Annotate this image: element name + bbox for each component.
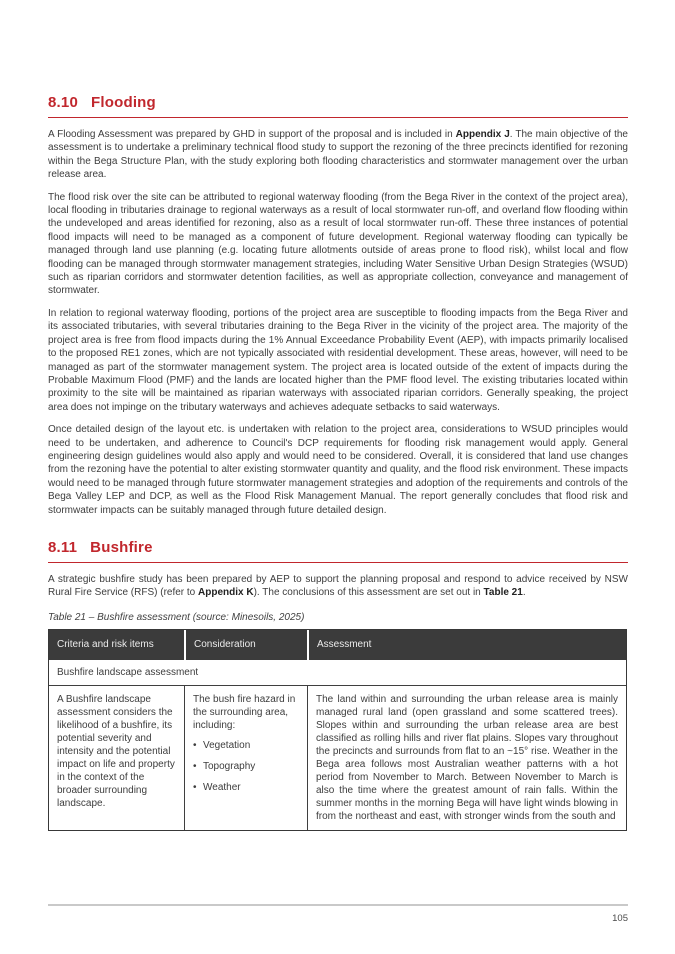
consideration-bullet-list [193, 739, 299, 794]
page-number: 105 [612, 913, 628, 924]
consideration-intro: The bush fire hazard in the surrounding area, including: [193, 693, 296, 731]
cell-criteria: A Bushfire landscape assessment considers the likelihood of a bushfire, its potential severity and intensity and the potential impact on life and property in the context of the broader surrounding landscape. [57, 693, 175, 809]
table-header-criteria: Criteria and risk items [57, 638, 154, 650]
table-subheader-row: Bushfire landscape assessment [49, 660, 626, 686]
section-title-text: Bushfire [90, 538, 153, 556]
section-heading-flooding [48, 94, 628, 118]
paragraph: A Flooding Assessment was prepared by GHD in support of the proposal and is included in Appendix J. The main objective of the assessment is to undertake a preliminary technical flood study to support the rezoning of the three precincts identified for rezoning within the Bega Structure Plan, with the study exploring both flooding characteristics and stormwater management over the urban release area. [48, 129, 628, 181]
table-header-consideration: Consideration [184, 630, 307, 660]
section-bushfire [48, 539, 628, 831]
section-heading-bushfire [48, 539, 628, 563]
cell-consideration [184, 686, 307, 830]
page-content [48, 94, 628, 831]
table-header-assessment: Assessment [307, 630, 626, 660]
section-flooding [48, 94, 628, 517]
table-row [49, 686, 626, 830]
paragraph: In relation to regional waterway flooding, portions of the project area are susceptible to flooding impacts from the Bega River and its associated tributaries, with several tributaries draining to the Bega River in the vicinity of the project area. The majority of the project area is free from flood impacts during the 1% Annual Exceedance Probability Event (AEP), with impacts primarily localised to the proposed RE1 zones, which are not typically associated with residential development. These areas, however, will need to be managed as part of the stormwater management system. The project area is located outside of the extent of impacts during the Probable Maximum Flood (PMF) and the lands are located higher than the PMF flood level. The existing tributaries located within proximity to the site will be maintained as riparian waterways with associated riparian corridors. Generally speaking, the project area does not impinge on the tributary waterways and achieves adequate setbacks to said waterways. [48, 307, 628, 413]
section-number: 8.11 [48, 538, 78, 556]
paragraph: The flood risk over the site can be attributed to regional waterway flooding (from the Bega River in the context of the project area), local flooding in tributaries drainage to regional waterways as a result of local stormwater run-off, and overland flow flooding within the undeveloped and areas identified for rezoning, also as a result of local stormwater run-off. These three instances of potential flood impacts will need to be managed as a component of future development. Regional waterway flooding can typically be managed through land use planning (e.g. locating future allotments outside of areas prone to flood risk), whilst local and flow flooding can be managed through stormwater management strategies, including Water Sensitive Urban Design Strategies (WSUD) such as riparian corridors and stormwater detention facilities, as well as appropriate collection, conveyance and management of stormwater. [48, 191, 628, 297]
table-header-row [49, 630, 626, 660]
paragraph: A strategic bushfire study has been prepared by AEP to support the planning proposal and respond to advice received by NSW Rural Fire Service (RFS) (refer to Appendix K). The conclusions of this assessment are set out in Table 21. [48, 573, 628, 599]
section-title-text: Flooding [91, 94, 156, 111]
paragraph: Once detailed design of the layout etc. is undertaken with relation to the project area, considerations to WSUD principles would need to be undertaken, and adherence to Council's DCP requirements for flooding risk management would apply. General engineering design guidelines would also apply and would need to be considered. Overall, it is considered that land use changes from the rezoning have the potential to alter existing stormwater quantity and quality, and the flood risk environment. These impacts would need to be managed through future stormwater management strategies and adoption of the requirements and controls of the Bega Valley LEP and DCP, as well as the Flood Risk Management Manual. The report generally concludes that flood risk and stormwater impacts can be suitably managed through future detailed design. [48, 424, 628, 516]
bushfire-assessment-table [48, 629, 627, 831]
bullet-item: • Topography [193, 760, 299, 773]
cell-assessment: The land within and surrounding the urban release area is mainly managed rural land (open grassland and some scattered trees). Slopes within and surrounding the urban release area are best classified as rolling hills and river flat plains. Slopes vary throughout the precincts and surrounds from flat to an ~15° rise. Weather in the Bega area follows most Australian weather patterns with a hot period from November to March. Between November to March is also the time where the greatest amount of rain falls. Within the summer months in the morning Bega will have light winds blowing in from the northeast and east, with stronger winds from the south and [307, 686, 626, 830]
section-number: 8.10 [48, 94, 78, 111]
table-caption: Table 21 – Bushfire assessment (source: Minesoils, 2025) [48, 611, 305, 623]
bullet-item: • Weather [193, 781, 299, 794]
bullet-item: • Vegetation [193, 739, 299, 752]
footer-divider [48, 904, 628, 906]
